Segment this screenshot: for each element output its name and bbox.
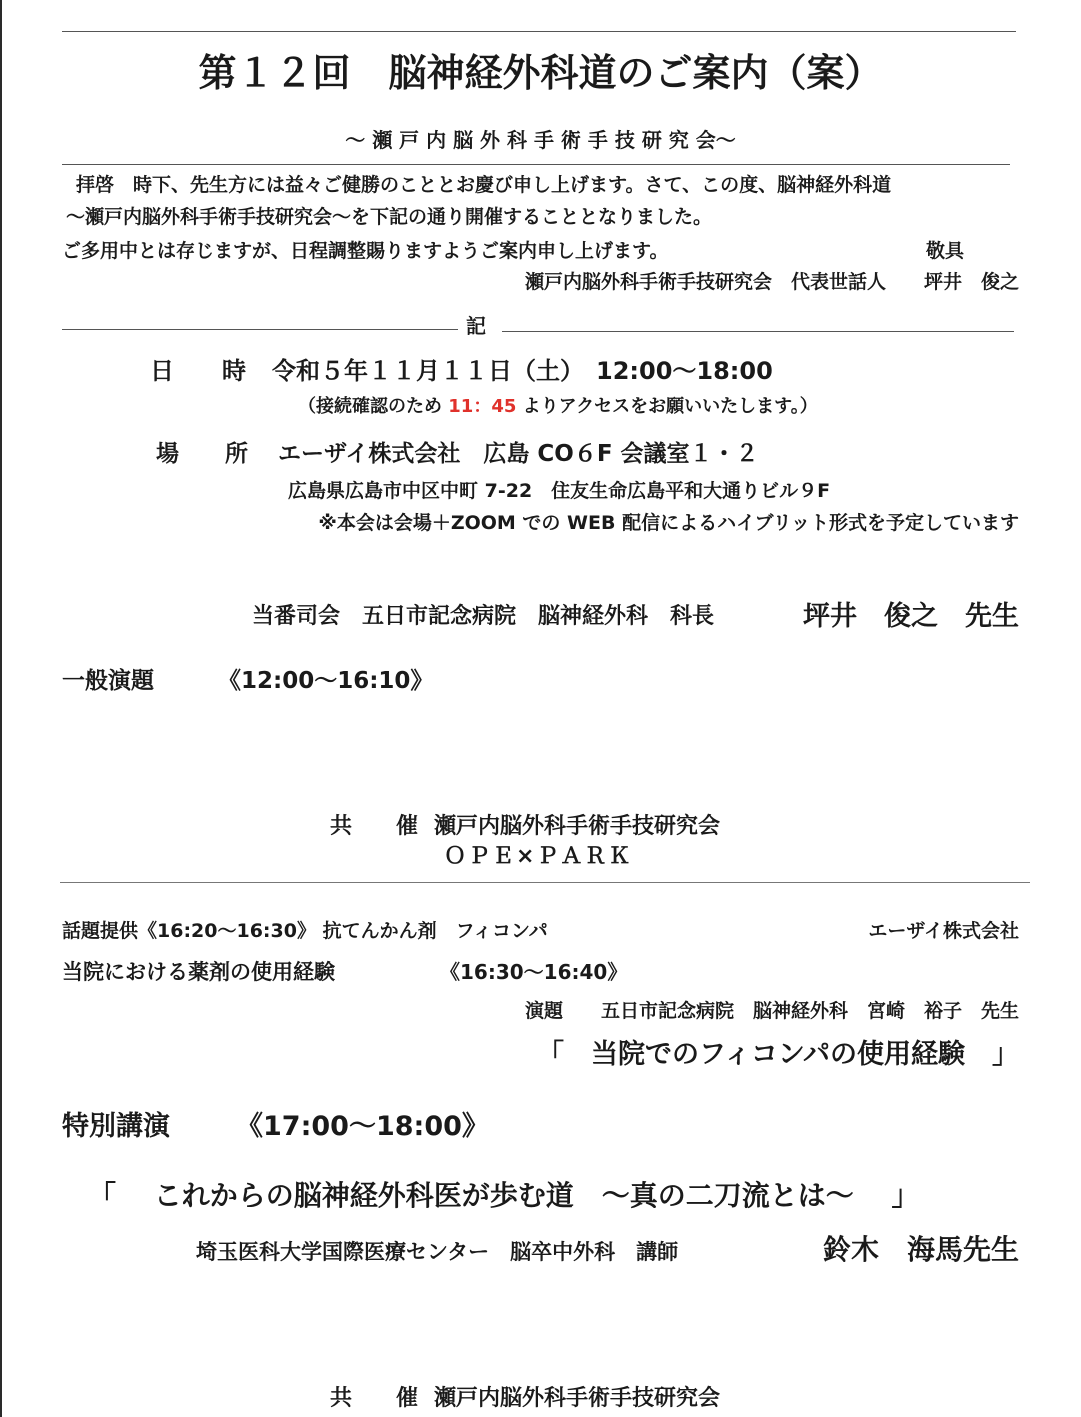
topic-company: エーザイ株式会社 [868, 920, 1019, 942]
experience-time: 《16:30～16:40》 [440, 960, 628, 984]
general-time: 《12:00～16:10》 [218, 668, 434, 694]
experience-title: 「 当院でのフィコンパの使用経験 」 [537, 1039, 1019, 1070]
top-rule [62, 31, 1016, 32]
cohost-org-1: 瀬戸内脳外科手術手技研究会 [434, 814, 721, 839]
special-label: 特別講演 [62, 1111, 170, 1142]
date-label: 日 時 [150, 357, 246, 385]
page-title: 第１２回 脳神経外科道のご案内（案） [198, 51, 883, 95]
experience-label: 当院における薬剤の使用経験 [62, 960, 335, 984]
venue-note: ※本会は会場＋ZOOM での WEB 配信によるハイブリット形式を予定しています [318, 512, 1019, 534]
subtitle: ～ 瀬 戸 内 脳 外 科 手 術 手 技 研 究 会～ [345, 128, 736, 152]
special-speaker: 鈴木 海馬先生 [822, 1233, 1019, 1266]
venue-value: エーザイ株式会社 広島 CO６F 会議室１・２ [278, 441, 759, 467]
greeting-sender: 瀬戸内脳外科手術手技研究会 代表世話人 坪井 俊之 [524, 271, 1019, 293]
date-note [298, 398, 818, 416]
date-note-pre: （接続確認のため [298, 396, 442, 417]
experience-presenter: 演題 五日市記念病院 脳神経外科 宮崎 裕子 先生 [524, 1000, 1019, 1022]
greeting-line-2: ～瀬戸内脳外科手術手技研究会～を下記の通り開催することとなりました。 [66, 206, 713, 228]
special-title: 「 これからの脳神経外科医が歩む道 ～真の二刀流とは～ 」 [88, 1179, 920, 1212]
general-label: 一般演題 [62, 668, 154, 694]
ki-rule-left [62, 329, 458, 330]
greeting-line-3: ご多用中とは存じますが、日程調整賜りますようご案内申し上げます。 [62, 240, 669, 262]
chair-label: 当番司会 五日市記念病院 脳神経外科 科長 [252, 604, 715, 629]
section-rule [60, 882, 1030, 883]
cohost-2-label: 共 催 [330, 1386, 419, 1411]
date-value: 令和５年１１月１１日（土） 12:00～18:00 [272, 357, 773, 385]
greeting-closing: 敬具 [926, 240, 965, 262]
subtitle-rule [62, 164, 1010, 165]
ki-mark: 記 [466, 314, 486, 338]
greeting-line-1: 拝啓 時下、先生方には益々ご健勝のこととお慶び申し上げます。さて、この度、脳神経外科道 [76, 174, 892, 196]
cohost-2-org-1: 瀬戸内脳外科手術手技研究会 [434, 1386, 721, 1411]
cohost-label: 共 催 [330, 814, 419, 839]
special-time: 《17:00～18:00》 [236, 1111, 489, 1142]
venue-address: 広島県広島市中区中町 7-22 住友生命広島平和大通りビル９F [288, 480, 831, 502]
cohost-org-2: ＯＰＥ×ＰＡＲＫ [444, 844, 633, 869]
date-note-time: 11：45 [448, 396, 517, 417]
chair-name: 坪井 俊之 先生 [803, 601, 1019, 632]
date-note-post: よりアクセスをお願いいたします。） [522, 396, 818, 417]
topic-text: 話題提供《16:20～16:30》 抗てんかん剤 フィコンパ [62, 920, 548, 942]
special-affiliation: 埼玉医科大学国際医療センター 脳卒中外科 講師 [196, 1240, 679, 1264]
venue-label: 場 所 [156, 441, 248, 467]
ki-rule-right [502, 331, 1014, 332]
